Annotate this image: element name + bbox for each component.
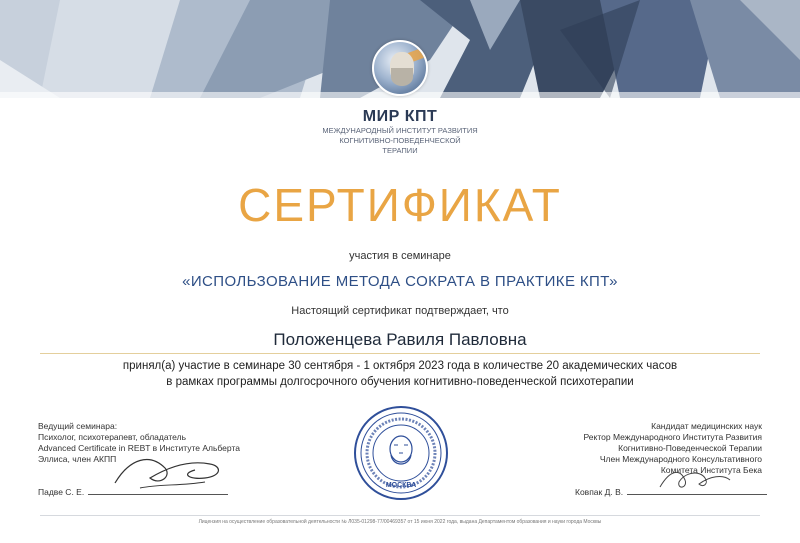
stamp-city: МОСКВА [385, 482, 417, 489]
left-signatory-line: Психолог, психотерапевт, обладатель [38, 432, 187, 442]
license-text: Лицензия на осуществление образовательной деятельности № Л035-01298-77/00469357 от 15 июня 2022 года, выдана Департаментом образования и науки города Москвы [198, 519, 602, 525]
certificate-title: СЕРТИФИКАТ [238, 179, 562, 231]
brand-subtitle [300, 126, 500, 156]
right-signatory-line: Комитета Института Бека [660, 465, 762, 475]
right-signature-field [575, 487, 765, 497]
left-signature-line [88, 488, 228, 495]
left-signatory-line: Ведущий семинара: [38, 421, 118, 431]
certificate-subtitle: участия в семинаре [349, 250, 451, 262]
logo [372, 40, 428, 96]
right-signature-name: Ковпак Д. В. [575, 487, 624, 497]
brand-subtitle-line: ТЕРАПИИ [382, 146, 418, 155]
name-underline [40, 353, 760, 354]
right-signature-line [627, 488, 767, 495]
left-signatory-line: Advanced Certificate in REBT в Институте Альберта [38, 443, 240, 453]
left-signatory-line: Эллиса, член АКПП [38, 454, 117, 464]
left-signature-name: Падве С. Е. [38, 487, 85, 497]
confirm-text: Настоящий сертификат подтверждает, что [291, 305, 509, 317]
right-signatory-line: Кандидат медицинских наук [651, 421, 762, 431]
brand-subtitle-line: КОГНИТИВНО-ПОВЕДЕНЧЕСКОЙ [339, 136, 461, 145]
footer-divider [40, 515, 760, 516]
right-signatory-line: Член Международного Консультативного [599, 454, 762, 464]
recipient-name: Положенцева Равиля Павловна [273, 330, 527, 349]
brand-subtitle-line: МЕЖДУНАРОДНЫЙ ИНСТИТУТ РАЗВИТИЯ [322, 126, 478, 135]
logo-beard [391, 68, 413, 86]
brand-name: МИР КПТ [362, 108, 438, 125]
right-signatory-line: Ректор Международного Института Развития [583, 432, 762, 442]
body-text-line: в рамках программы долгосрочного обучения когнитивно-поведенческой психотерапии [166, 376, 634, 388]
left-signature-field [38, 487, 238, 497]
right-signatory-line: Когнитивно-Поведенческой Терапии [618, 443, 762, 453]
official-stamp [353, 405, 449, 501]
seminar-title: «ИСПОЛЬЗОВАНИЕ МЕТОДА СОКРАТА В ПРАКТИКЕ КПТ» [182, 273, 618, 290]
body-text-line: принял(а) участие в семинаре 30 сентября - 1 октября 2023 года в количестве 20 академических часов [122, 360, 678, 372]
